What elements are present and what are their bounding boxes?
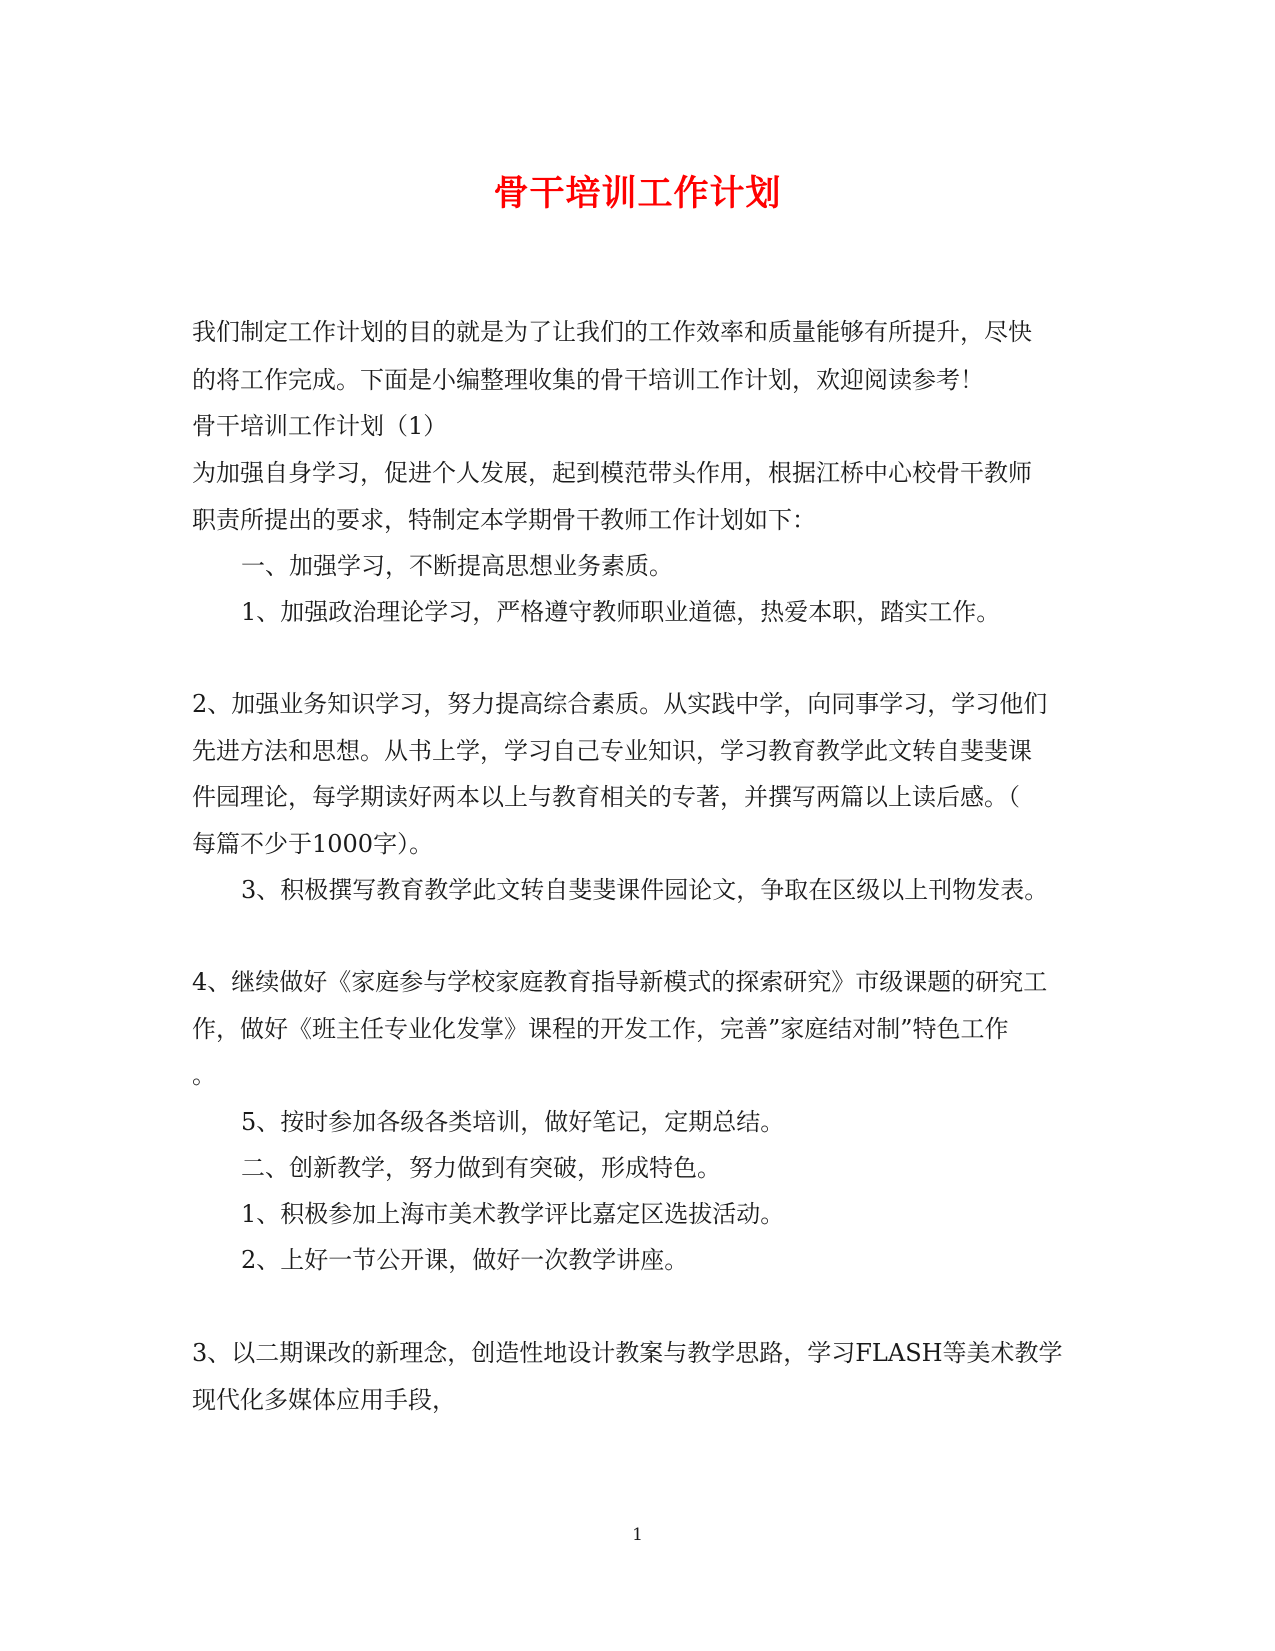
body-line: 1、积极参加上海市美术教学评比嘉定区选拔活动。 xyxy=(241,1200,785,1228)
body-line: 的将工作完成。下面是小编整理收集的骨干培训工作计划，欢迎阅读参考！ xyxy=(192,366,984,394)
body-line: 4、继续做好《家庭参与学校家庭教育指导新模式的探索研究》市级课题的研究工 xyxy=(192,968,1048,996)
body-line: 每篇不少于1000字）。 xyxy=(192,830,434,858)
body-line: 职责所提出的要求，特制定本学期骨干教师工作计划如下： xyxy=(192,506,816,534)
body-line: 现代化多媒体应用手段， xyxy=(192,1386,456,1414)
body-line: 1、加强政治理论学习，严格遵守教师职业道德，热爱本职，踏实工作。 xyxy=(241,598,1001,626)
page-title: 骨干培训工作计划 xyxy=(493,173,782,214)
body-line: 。 xyxy=(192,1061,216,1089)
body-line: 为加强自身学习，促进个人发展，起到模范带头作用，根据江桥中心校骨干教师 xyxy=(192,459,1032,487)
body-line: 2、加强业务知识学习，努力提高综合素质。从实践中学，向同事学习，学习他们 xyxy=(192,690,1048,718)
body-line: 3、以二期课改的新理念，创造性地设计教案与教学思路，学习FLASH等美术教学 xyxy=(192,1339,1063,1367)
body-line: 二、创新教学，努力做到有突破，形成特色。 xyxy=(241,1154,721,1182)
body-line: 一、加强学习，不断提高思想业务素质。 xyxy=(241,552,673,580)
page-number: 1 xyxy=(632,1525,643,1545)
body-line: 我们制定工作计划的目的就是为了让我们的工作效率和质量能够有所提升，尽快 xyxy=(192,318,1032,346)
body-line: 作，做好《班主任专业化发掌》课程的开发工作，完善”家庭结对制”特色工作 xyxy=(192,1015,1009,1043)
body-line: 2、上好一节公开课，做好一次教学讲座。 xyxy=(241,1246,689,1274)
section-heading: 骨干培训工作计划（1） xyxy=(192,412,448,440)
body-line: 5、按时参加各级各类培训，做好笔记，定期总结。 xyxy=(241,1108,785,1136)
body-line: 先进方法和思想。从书上学，学习自己专业知识，学习教育教学此文转自斐斐课 xyxy=(192,737,1032,765)
body-line: 3、积极撰写教育教学此文转自斐斐课件园论文，争取在区级以上刊物发表。 xyxy=(241,876,1049,904)
body-line: 件园理论，每学期读好两本以上与教育相关的专著，并撰写两篇以上读后感。（ xyxy=(192,783,1020,811)
